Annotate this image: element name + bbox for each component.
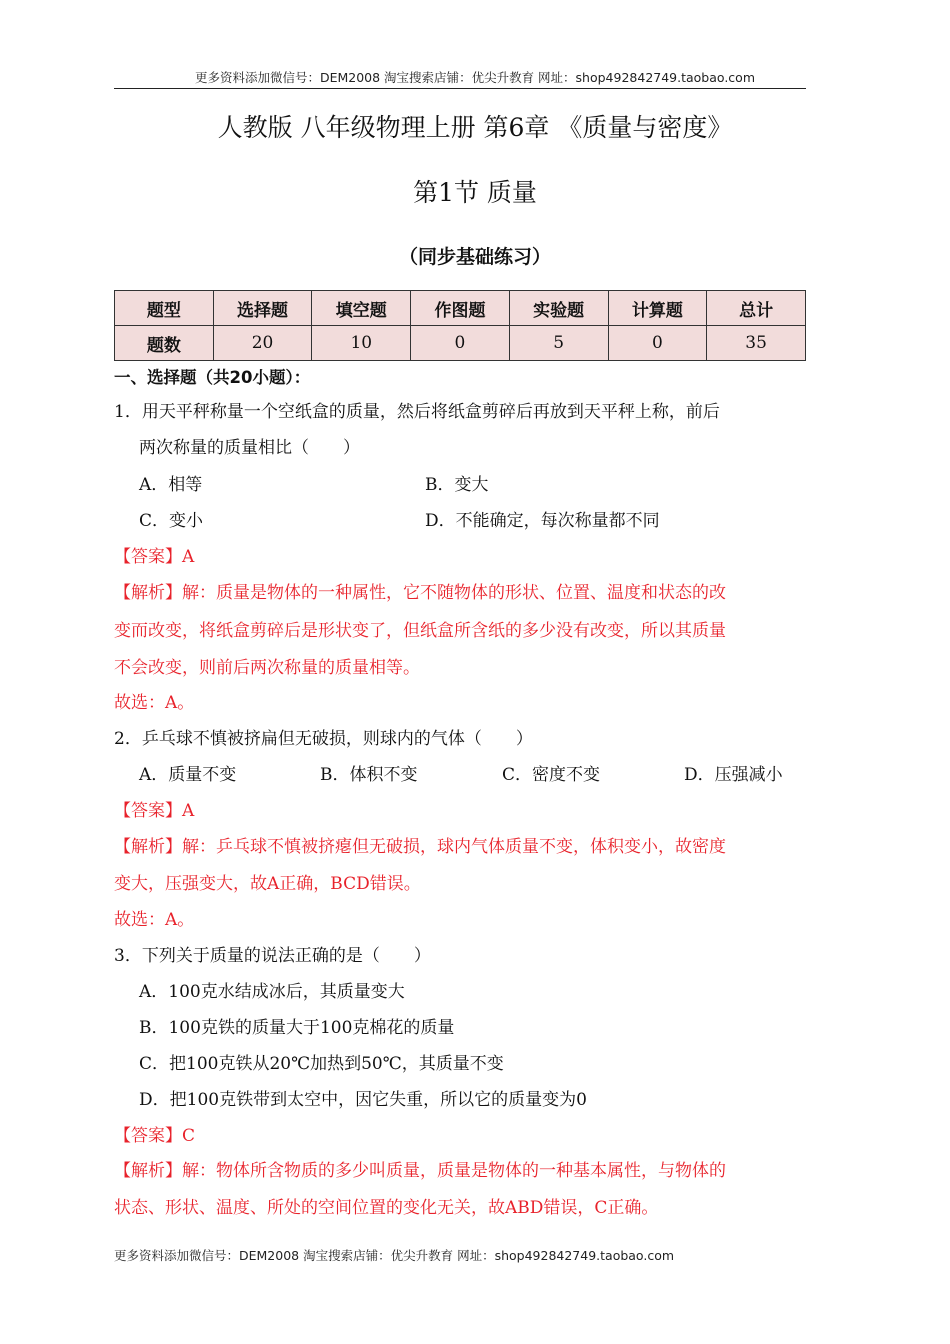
q2-option-a: A．质量不变 [139,765,237,785]
q1-option-c: C．变小 [139,511,204,531]
stats-value-choice: 20 [213,326,312,361]
q2-option-c: C．密度不变 [502,765,601,785]
stats-col-calculation: 计算题 [608,291,707,326]
stats-value-fill: 10 [312,326,411,361]
page-footer: 更多资料添加微信号：DEM2008 淘宝搜索店铺：优尖升教育 网址：shop492842749.taobao.com [114,1248,675,1263]
stats-value-calculation: 0 [608,326,707,361]
q2-option-d: D．压强减小 [684,765,783,785]
q3-analysis-line1 [114,1159,726,1183]
q3-analysis-line2: 状态、形状、温度、所处的空间位置的变化无关，故ABD错误，C正确。 [114,1198,659,1218]
q2-analysis-line2: 变大，压强变大，故A正确，BCD错误。 [114,874,421,894]
stats-col-choice: 选择题 [213,291,312,326]
stats-value-experiment: 5 [509,326,608,361]
q3-option-c: C．把100克铁从20℃加热到50℃，其质量不变 [139,1054,504,1074]
q2-option-b: B．体积不变 [320,765,418,785]
answer-value: A [182,547,195,567]
stats-row-label: 题型 [115,291,214,326]
q3-answer [114,1124,195,1148]
analysis-tag: 【解析】 [114,1161,182,1181]
stats-col-fill: 填空题 [312,291,411,326]
answer-value: C [182,1126,196,1146]
q3-option-d: D．把100克铁带到太空中，因它失重，所以它的质量变为0 [139,1090,587,1110]
analysis-text: 解：乒乓球不慎被挤瘪但无破损，球内气体质量不变，体积变小，故密度 [182,837,726,857]
answer-tag: 【答案】 [114,801,182,821]
analysis-text: 解：质量是物体的一种属性，它不随物体的形状、位置、温度和状态的改 [182,583,726,603]
q3-option-a: A．100克水结成冰后，其质量变大 [139,982,405,1002]
q1-option-d: D．不能确定，每次称量都不同 [425,511,660,531]
answer-tag: 【答案】 [114,1126,182,1146]
q1-option-a: A．相等 [139,475,203,495]
q1-analysis-line1 [114,581,726,605]
q1-analysis-line2: 变而改变，将纸盒剪碎后是形状变了，但纸盒所含纸的多少没有改变，所以其质量 [114,621,726,641]
header-rule [114,88,806,89]
q1-option-b: B．变大 [425,475,489,495]
q1-choice: 故选：A。 [114,693,195,713]
q1-answer [114,545,194,569]
section-title: 第1节 质量 [413,178,537,207]
stats-col-drawing: 作图题 [411,291,510,326]
q3-stem-line1: 3．下列关于质量的说法正确的是（ ） [114,946,431,966]
stats-value-drawing: 0 [411,326,510,361]
question-stats-table [114,290,806,361]
answer-value: A [182,801,195,821]
stats-col-experiment: 实验题 [509,291,608,326]
q2-stem-line1: 2．乒乓球不慎被挤扁但无破损，则球内的气体（ ） [114,729,533,749]
q2-choice: 故选：A。 [114,910,195,930]
stats-row-label: 题数 [115,326,214,361]
stats-value-total: 35 [707,326,806,361]
section-heading: 一、选择题（共20小题）： [114,368,311,387]
analysis-tag: 【解析】 [114,583,182,603]
answer-tag: 【答案】 [114,547,182,567]
subtitle: （同步基础练习） [398,246,551,268]
page-header: 更多资料添加微信号：DEM2008 淘宝搜索店铺：优尖升教育 网址：shop492842749.taobao.com [194,70,756,85]
analysis-text: 解：物体所含物质的多少叫质量，质量是物体的一种基本属性，与物体的 [182,1161,726,1181]
stats-count-row [115,326,806,361]
q1-stem-line1: 1．用天平秤称量一个空纸盒的质量，然后将纸盒剪碎后再放到天平秤上称，前后 [114,402,720,422]
q3-option-b: B．100克铁的质量大于100克棉花的质量 [139,1018,455,1038]
q2-analysis-line1 [114,835,726,859]
q2-answer [114,799,194,823]
stats-col-total: 总计 [707,291,806,326]
q1-analysis-line3: 不会改变，则前后两次称量的质量相等。 [114,658,420,678]
q1-stem-line2: 两次称量的质量相比（ ） [139,438,360,458]
analysis-tag: 【解析】 [114,837,182,857]
stats-header-row [115,291,806,326]
page-title: 人教版 八年级物理上册 第6章 《质量与密度》 [217,113,733,142]
